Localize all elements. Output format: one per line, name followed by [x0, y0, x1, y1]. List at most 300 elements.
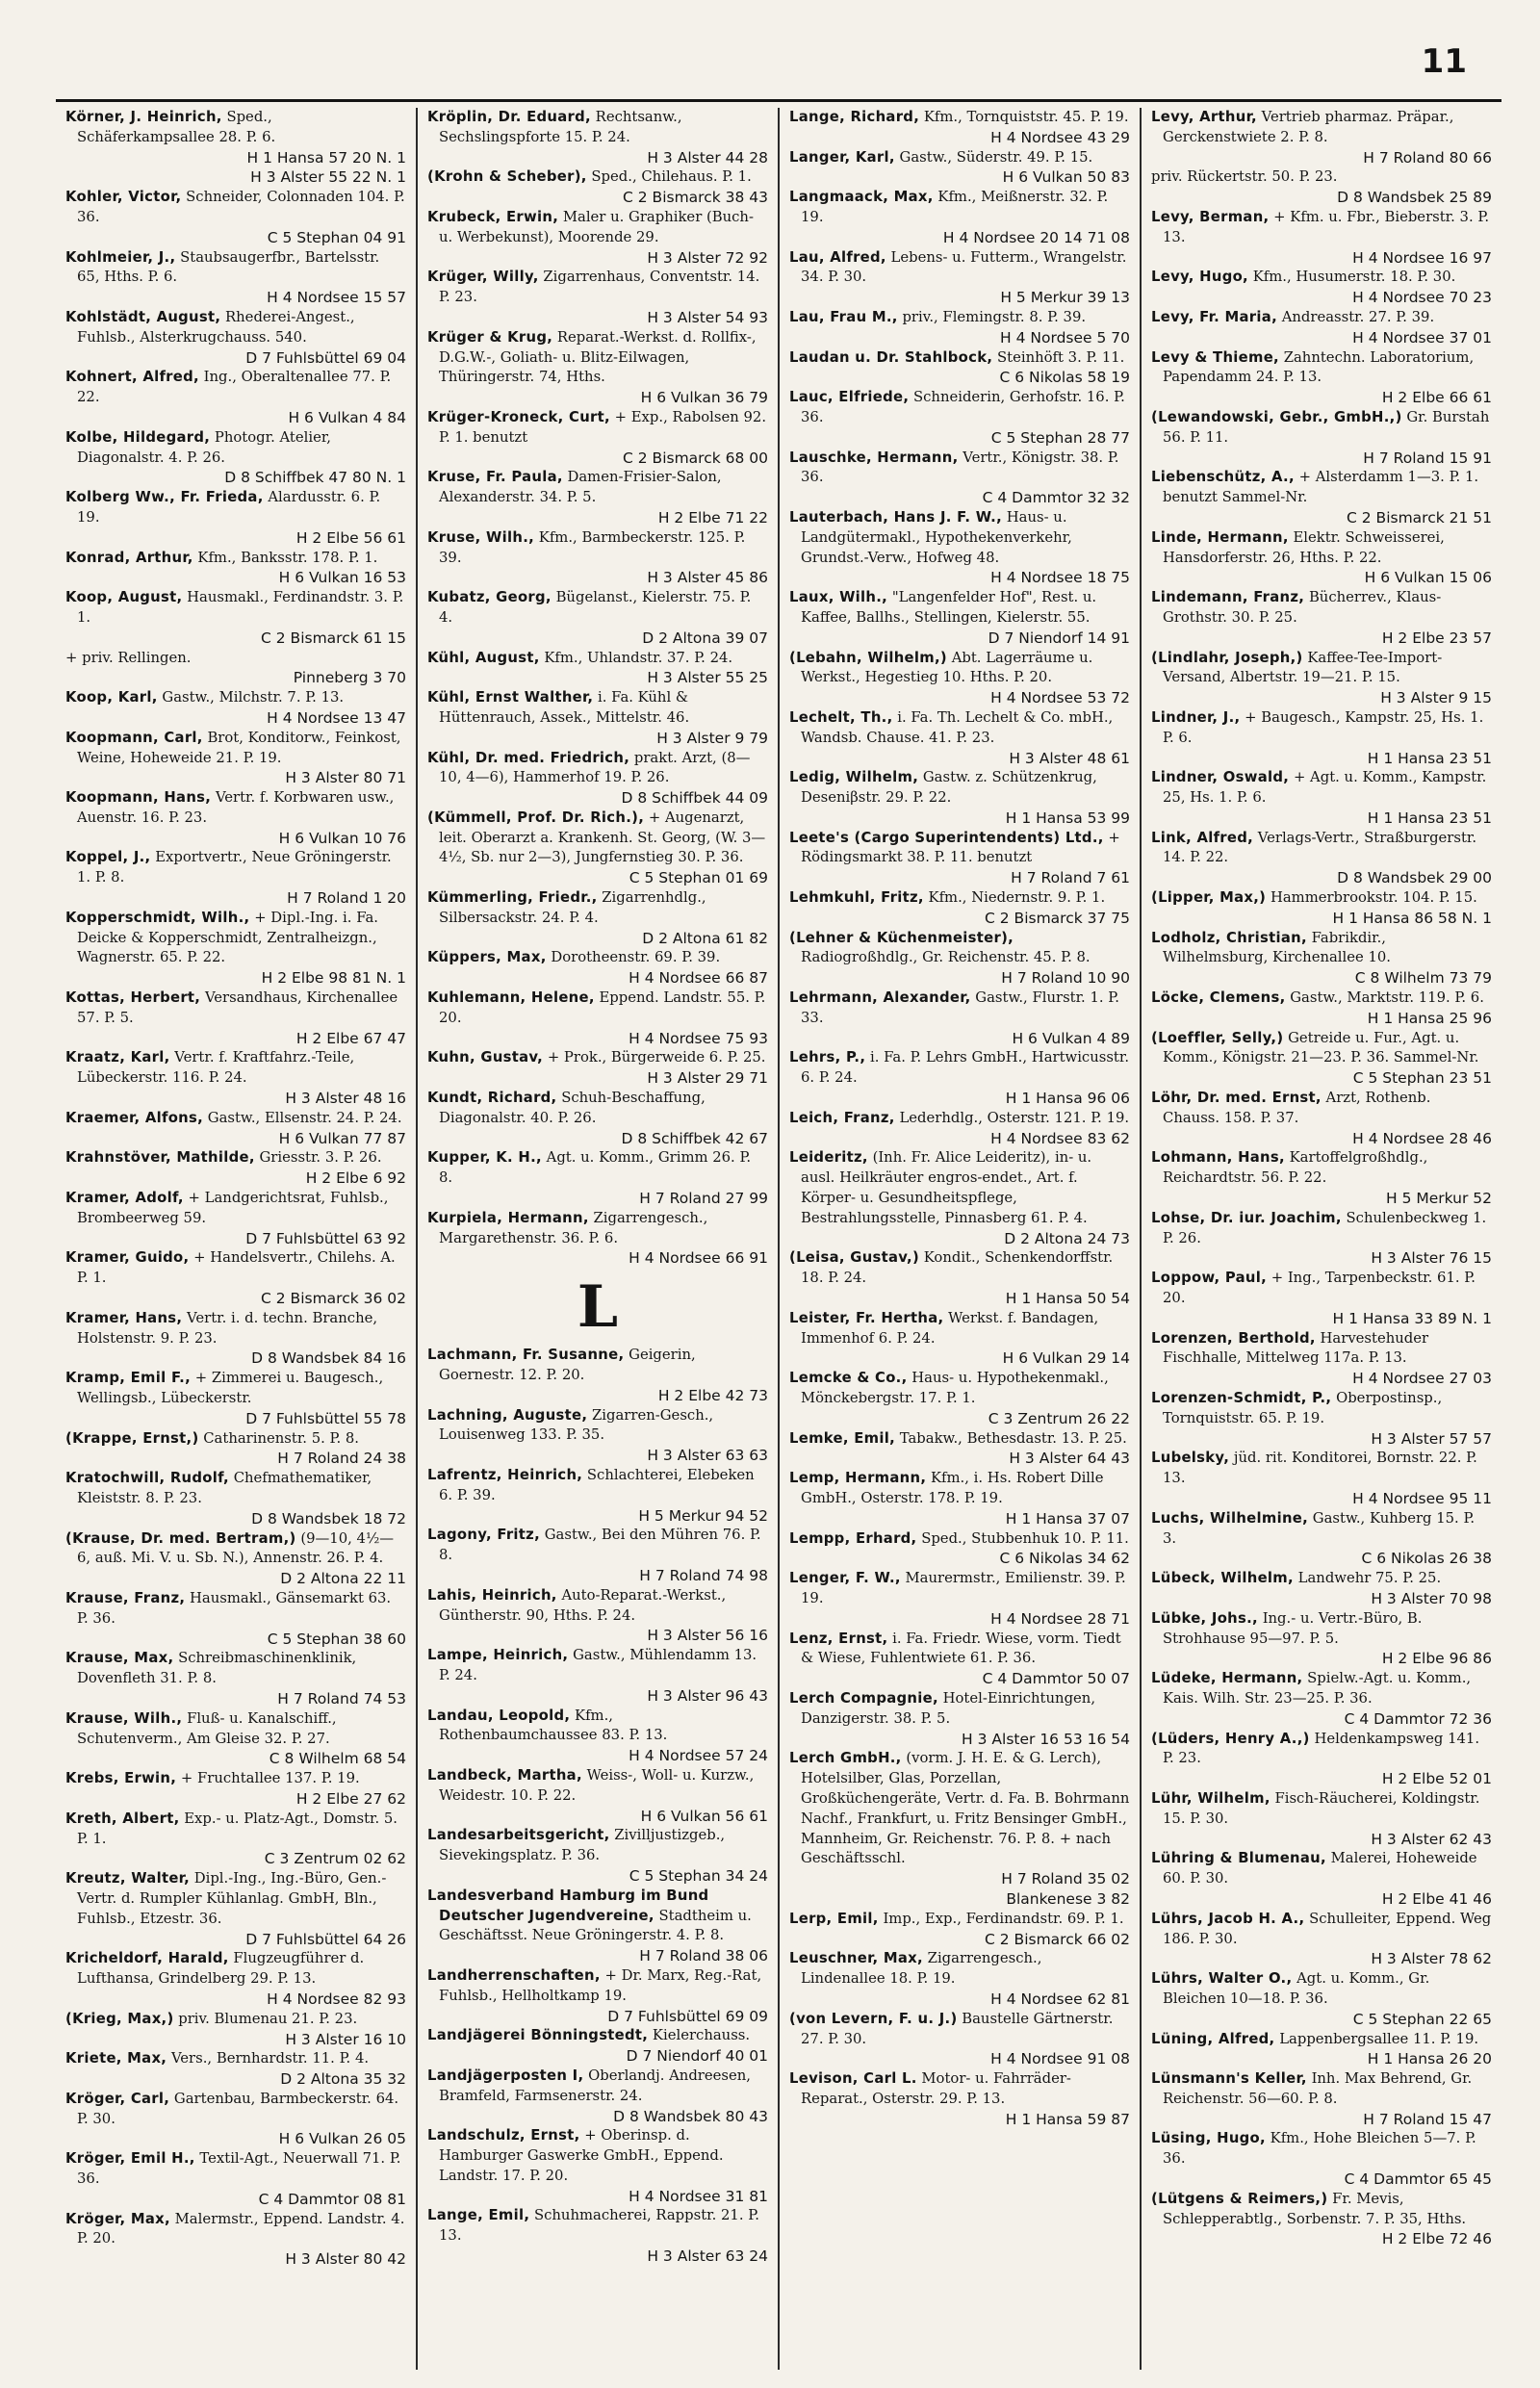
entry-phone: H 3 Alster 9 15: [1380, 689, 1492, 707]
entry-name: Levy & Thieme,: [1151, 348, 1279, 366]
entry-name: Lenger, F. W.,: [789, 1570, 901, 1587]
entry-name: Lagony, Fritz,: [427, 1527, 541, 1544]
entry-details: Dorotheenstr. 69. P. 39.: [551, 949, 721, 966]
entry-phone: C 4 Dammtor 50 07: [982, 1670, 1130, 1688]
entry-name: Luchs, Wilhelmine,: [1151, 1509, 1309, 1527]
entry-details: Eppend. Landstr. 55. P. 20.: [439, 989, 766, 1026]
entry-name: (Kümmell, Prof. Dr. Rich.),: [427, 809, 645, 826]
entry-phone: H 5 Merkur 52: [1386, 1190, 1492, 1208]
directory-entry: [1151, 1669, 1492, 1729]
directory-entry: [427, 1089, 768, 1148]
entry-details: + Alsterdamm 1—3. P. 1. benutzt Sammel-Nr.: [1163, 469, 1479, 506]
entry-phone: H 1 Hansa 37 07: [1005, 1509, 1130, 1528]
directory-column: [778, 108, 1140, 2370]
directory-entry: [1151, 1029, 1492, 1089]
entry-phone: H 4 Nordsee 16 97: [1352, 248, 1492, 267]
directory-entry: [1151, 1849, 1492, 1909]
entry-details: Imp., Exp., Ferdinandstr. 69. P. 1.: [883, 1910, 1124, 1927]
entry-phone: D 8 Wandsbek 80 43: [613, 2107, 768, 2125]
directory-entry: [1151, 1969, 1492, 2029]
entry-details: Zigarrengesch., Margarethenstr. 36. P. 6.: [439, 1209, 708, 1246]
directory-entry: [427, 1466, 768, 1526]
entry-phone: H 4 Nordsee 66 87: [629, 969, 768, 988]
entry-details: + Kfm. u. Fbr., Bieberstr. 3. P. 13.: [1163, 208, 1490, 245]
entry-phone: C 2 Bismarck 37 75: [985, 909, 1130, 927]
directory-entry: [1151, 208, 1492, 268]
entry-phone: H 1 Hansa 59 87: [1005, 2110, 1130, 2128]
directory-entry: [427, 167, 768, 208]
entry-phone: H 7 Roland 74 53: [277, 1689, 406, 1708]
entry-details: Gr. Burstah 56. P. 11.: [1163, 408, 1490, 446]
directory-entry: [65, 588, 406, 648]
entry-phone: H 3 Alster 55 22 N. 1: [250, 168, 406, 187]
entry-details: Verlags-Vertr., Straßburgerstr. 14. P. 22.: [1163, 829, 1477, 866]
entry-details: Zigarrenhdlg., Silbersackstr. 24. P. 4.: [439, 889, 706, 926]
directory-entry: [789, 888, 1130, 929]
directory-entry: [427, 2206, 768, 2266]
entry-name: Leister, Fr. Hertha,: [789, 1309, 944, 1326]
entry-phone: H 7 Roland 10 90: [1001, 969, 1130, 988]
directory-entry: [1151, 1609, 1492, 1669]
entry-details: Kfm., Meißnerstr. 32. P. 19.: [801, 189, 1109, 225]
entry-details: Zigarrengesch., Lindenallee 18. P. 19.: [801, 1950, 1042, 1988]
entry-name: Kreutz, Walter,: [65, 1870, 190, 1887]
entry-name: Küppers, Max,: [427, 949, 547, 966]
entry-phone: C 3 Zentrum 26 22: [988, 1409, 1130, 1427]
entry-phone: C 6 Nikolas 34 62: [999, 1550, 1130, 1568]
entry-details: Agt. u. Komm., Gr. Bleichen 10—18. P. 36.: [1163, 1970, 1430, 2007]
entry-name: Lemp, Hermann,: [789, 1470, 927, 1487]
entry-phone: H 7 Roland 7 61: [1011, 869, 1130, 887]
entry-details: Photogr. Atelier, Diagonalstr. 4. P. 26.: [77, 428, 331, 466]
entry-phone: H 2 Elbe 52 01: [1381, 1770, 1492, 1788]
entry-details: Fisch-Räucherei, Koldingstr. 15. P. 30.: [1163, 1789, 1480, 1827]
directory-entry: [1151, 1148, 1492, 1208]
entry-details: Tabakw., Bethesdastr. 13. P. 25.: [899, 1429, 1127, 1447]
entry-phone: H 4 Nordsee 37 01: [1352, 328, 1492, 347]
directory-entry: [65, 188, 406, 247]
entry-details: Hausmakl., Gänsemarkt 63. P. 36.: [77, 1589, 392, 1627]
entry-phone: H 3 Alster 57 57: [1371, 1429, 1492, 1448]
entry-details: + Oberinsp. d. Hamburger Gaswerke GmbH., Eppend. Landstr. 17. P. 20.: [439, 2127, 724, 2184]
entry-details: Abt. Lagerräume u. Werkst., Hegestieg 10. Hths. P. 20.: [801, 649, 1093, 686]
entry-phone: D 7 Fuhlsbüttel 69 04: [245, 348, 406, 367]
entry-details: Schulleiter, Eppend. Weg 186. P. 30.: [1163, 1910, 1492, 1947]
directory-columns: [56, 108, 1502, 2370]
entry-phone: H 6 Vulkan 16 53: [278, 569, 406, 587]
directory-entry: [789, 1109, 1130, 1149]
entry-name: Lau, Alfred,: [789, 248, 886, 266]
entry-details: Heldenkampsweg 141. P. 23.: [1163, 1730, 1480, 1767]
entry-phone: H 6 Vulkan 56 61: [640, 1807, 768, 1825]
entry-phone: H 7 Roland 1 20: [287, 889, 406, 908]
directory-entry: [65, 1369, 406, 1428]
entry-name: Krahnstöver, Mathilde,: [65, 1149, 255, 1167]
directory-entry: [789, 1148, 1130, 1248]
entry-phone: H 1 Hansa 86 58 N. 1: [1332, 909, 1492, 927]
entry-phone: C 5 Stephan 01 69: [629, 869, 768, 887]
entry-details: Exp.- u. Platz-Agt., Domstr. 5. P. 1.: [77, 1810, 398, 1847]
entry-name: Koppel, J.,: [65, 849, 151, 866]
entry-phone: H 2 Elbe 6 92: [305, 1169, 406, 1188]
entry-phone: H 3 Alster 63 63: [647, 1447, 768, 1465]
entry-details: prakt. Arzt, (8—10, 4—6), Hammerhof 19. P. 26.: [439, 749, 751, 786]
directory-entry: [789, 188, 1130, 247]
directory-entry: [1151, 768, 1492, 828]
entry-phone: H 4 Nordsee 66 91: [629, 1249, 768, 1268]
directory-entry: [789, 1630, 1130, 1689]
entry-name: Lehrmann, Alexander,: [789, 989, 971, 1007]
directory-entry: [427, 208, 768, 268]
entry-phone: H 4 Nordsee 95 11: [1352, 1489, 1492, 1507]
entry-name: Levy, Arthur,: [1151, 109, 1257, 125]
entry-details: Zahntechn. Laboratorium, Papendamm 24. P. 13.: [1163, 348, 1475, 386]
entry-name: Kühl, Dr. med. Friedrich,: [427, 749, 630, 766]
entry-details: Oberpostinsp., Tornquiststr. 65. P. 19.: [1163, 1390, 1443, 1426]
entry-phone: H 3 Alster 48 61: [1009, 749, 1130, 767]
entry-phone: H 3 Alster 76 15: [1371, 1249, 1492, 1268]
entry-details: (Inh. Fr. Alice Leideritz), in- u. ausl. Heilkräuter engros-endet., Art. f. Körper- u. Gesundheitspflege, Bestrahlungsstelle, Pinnasberg 61. P. 4.: [801, 1149, 1092, 1226]
directory-entry: [65, 248, 406, 308]
entry-name: Lehrs, P.,: [789, 1049, 866, 1066]
entry-phone: C 3 Zentrum 02 62: [264, 1850, 406, 1868]
entry-phone: H 6 Vulkan 36 79: [640, 389, 768, 407]
entry-name: Lechelt, Th.,: [789, 708, 893, 726]
entry-phone: H 1 Hansa 23 51: [1367, 809, 1492, 827]
directory-entry: [427, 1586, 768, 1646]
entry-phone: H 1 Hansa 96 06: [1005, 1090, 1130, 1108]
directory-entry: [65, 1248, 406, 1308]
entry-phone: H 3 Alster 45 86: [647, 569, 768, 587]
entry-name: Kupper, K. H.,: [427, 1149, 542, 1167]
entry-details: Stadtheim u. Geschäftsst. Neue Gröningerstr. 4. P. 8.: [439, 1907, 752, 1944]
entry-name: Kramp, Emil F.,: [65, 1370, 192, 1387]
entry-details: Malermstr., Eppend. Landstr. 4. P. 20.: [77, 2210, 405, 2247]
entry-phone: H 6 Vulkan 77 87: [278, 1129, 406, 1147]
entry-name: Kottas, Herbert,: [65, 989, 201, 1007]
entry-phone: H 4 Nordsee 91 08: [990, 2050, 1130, 2068]
entry-name: Lemcke & Co.,: [789, 1370, 908, 1387]
entry-name: Landesverband Hamburg im Bund Deutscher Jugendvereine,: [427, 1887, 709, 1924]
entry-details: Vertr. i. d. techn. Branche, Holstenstr. 9. P. 23.: [77, 1309, 378, 1347]
entry-phone: H 3 Alster 80 71: [285, 769, 406, 787]
entry-name: (Lebahn, Wilhelm,): [789, 649, 947, 666]
directory-entry: [789, 708, 1130, 768]
directory-entry: [427, 1966, 768, 2026]
entry-name: Lindemann, Franz,: [1151, 589, 1305, 606]
entry-name: Kümmerling, Friedr.,: [427, 889, 598, 907]
directory-entry: [1151, 1569, 1492, 1609]
entry-details: Fabrikdir., Wilhelmsburg, Kirchenallee 10.: [1163, 929, 1392, 966]
entry-phone: H 1 Hansa 26 20: [1367, 2050, 1492, 2068]
entry-name: Koopmann, Hans,: [65, 789, 212, 807]
directory-entry: [1151, 1089, 1492, 1148]
directory-entry: [789, 1949, 1130, 2009]
directory-entry: [789, 1369, 1130, 1428]
entry-name: Levy, Hugo,: [1151, 269, 1248, 286]
entry-phone: C 5 Stephan 22 65: [1352, 2010, 1492, 2028]
entry-details: Schneiderin, Gerhofstr. 16. P. 36.: [801, 389, 1125, 425]
entry-phone: C 6 Nikolas 58 19: [999, 369, 1130, 387]
entry-name: Kühl, August,: [427, 649, 540, 666]
entry-phone: H 1 Hansa 57 20 N. 1: [246, 148, 406, 167]
entry-details: priv. Rückertstr. 50. P. 23.: [1151, 168, 1338, 186]
entry-details: Oberlandj. Andreesen, Bramfeld, Farmsenerstr. 24.: [439, 2067, 751, 2104]
entry-phone: H 6 Vulkan 4 89: [1012, 1029, 1130, 1047]
entry-details: priv., Flemingstr. 8. P. 39.: [902, 308, 1087, 325]
entry-phone: D 8 Schiffbek 42 67: [621, 1129, 768, 1147]
directory-column: [416, 108, 778, 2370]
directory-entry: [65, 788, 406, 848]
entry-details: + Landgerichtsrat, Fuhlsb., Brombeerweg 59.: [77, 1190, 389, 1226]
entry-phone: C 5 Stephan 34 24: [629, 1866, 768, 1885]
entry-phone: H 3 Alster 54 93: [647, 308, 768, 326]
directory-entry: [789, 508, 1130, 588]
entry-phone: H 3 Alster 78 62: [1371, 1950, 1492, 1968]
entry-details: Textil-Agt., Neuerwall 71. P. 36.: [77, 2150, 401, 2188]
entry-details: Spielw.-Agt. u. Komm., Kais. Wilh. Str. 23—25. P. 36.: [1163, 1670, 1472, 1707]
entry-name: Lerch GmbH.,: [789, 1750, 902, 1767]
entry-details: Brot, Konditorw., Feinkost, Weine, Hoheweide 21. P. 19.: [77, 729, 401, 766]
entry-details: Rhederei-Angest., Fuhlsb., Alsterkrugchauss. 540.: [77, 308, 355, 346]
directory-entry: [65, 2210, 406, 2270]
entry-phone: D 7 Niendorf 40 01: [626, 2047, 768, 2066]
entry-details: Vertrieb pharmaz. Präpar., Gerckenstwiete 2. P. 8.: [1163, 109, 1454, 145]
entry-details: Steinhöft 3. P. 11.: [997, 348, 1125, 366]
entry-phone: H 3 Alster 64 43: [1009, 1450, 1130, 1468]
directory-entry: [65, 1949, 406, 2009]
directory-entry: [65, 2049, 406, 2090]
entry-name: Laudan u. Dr. Stahlbock,: [789, 348, 993, 366]
entry-name: Landesarbeitsgericht,: [427, 1827, 610, 1844]
directory-entry: [1151, 649, 1492, 708]
entry-details: Kielerchauss.: [652, 2027, 751, 2044]
entry-details: Gastw., Marktstr. 119. P. 6.: [1290, 989, 1484, 1007]
entry-phone: D 7 Niendorf 14 91: [988, 629, 1130, 647]
entry-details: Gastw., Kuhberg 15. P. 3.: [1163, 1509, 1476, 1547]
directory-entry: [427, 1406, 768, 1466]
entry-name: Kreth, Albert,: [65, 1810, 180, 1827]
entry-phone: C 2 Bismarck 21 51: [1347, 508, 1492, 526]
entry-phone: Pinneberg 3 70: [293, 669, 406, 687]
entry-details: Radiogroßhdlg., Gr. Reichenstr. 45. P. 8.: [801, 949, 1091, 966]
entry-name: Lohse, Dr. iur. Joachim,: [1151, 1209, 1342, 1226]
entry-details: Haus- u. Hypothekenmakl., Mönckebergstr. 17. P. 1.: [801, 1370, 1109, 1406]
directory-entry: [427, 1048, 768, 1089]
entry-name: Lübeck, Wilhelm,: [1151, 1570, 1294, 1587]
entry-phone: D 2 Altona 61 82: [642, 929, 768, 947]
entry-name: (Krappe, Ernst,): [65, 1429, 199, 1447]
entry-phone: H 1 Hansa 50 54: [1005, 1290, 1130, 1308]
directory-entry: [65, 1109, 406, 1149]
directory-entry: [1151, 829, 1492, 888]
section-letter: L: [577, 1273, 619, 1342]
directory-entry: [65, 1649, 406, 1708]
entry-details: Hausmakl., Ferdinandstr. 3. P. 1.: [77, 589, 404, 626]
directory-entry: [1151, 408, 1492, 468]
entry-phone: D 2 Altona 24 73: [1004, 1229, 1130, 1247]
directory-entry: [789, 308, 1130, 348]
entry-details: Landwehr 75. P. 25.: [1297, 1570, 1442, 1587]
directory-entry: [65, 1529, 406, 1589]
entry-name: (Lipper, Max,): [1151, 889, 1267, 907]
entry-phone: H 4 Nordsee 83 62: [990, 1129, 1130, 1147]
entry-phone: H 3 Alster 62 43: [1371, 1830, 1492, 1848]
directory-entry: [65, 1769, 406, 1810]
entry-name: Lau, Frau M.,: [789, 308, 898, 325]
entry-name: Kopperschmidt, Wilh.,: [65, 909, 250, 926]
entry-details: Schuh-Beschaffung, Diagonalstr. 40. P. 26.: [439, 1090, 706, 1126]
directory-entry: [789, 1529, 1130, 1570]
directory-entry: [1151, 308, 1492, 348]
entry-details: Vers., Bernhardstr. 11. P. 4.: [170, 2050, 370, 2067]
entry-phone: D 7 Fuhlsbüttel 64 26: [245, 1930, 406, 1948]
entry-phone: D 7 Fuhlsbüttel 69 09: [607, 2007, 768, 2025]
entry-details: Kartoffelgroßhdlg., Reichardtstr. 56. P. 22.: [1163, 1149, 1428, 1187]
entry-name: Lenz, Ernst,: [789, 1630, 888, 1647]
entry-details: + Zimmerei u. Baugesch., Wellingsb., Lübeckerstr.: [77, 1370, 384, 1406]
directory-entry: [1151, 268, 1492, 308]
entry-name: Lohmann, Hans,: [1151, 1149, 1285, 1167]
directory-entry: [65, 1589, 406, 1649]
entry-details: Gartenbau, Barmbeckerstr. 64. P. 30.: [77, 2090, 399, 2127]
entry-name: Krubeck, Erwin,: [427, 208, 559, 225]
entry-name: Kramer, Guido,: [65, 1249, 190, 1267]
entry-name: Lodholz, Christian,: [1151, 929, 1307, 946]
entry-phone: C 2 Bismarck 66 02: [985, 1930, 1130, 1948]
entry-details: Staubsaugerfbr., Bartelsstr. 65, Hths. P. 6.: [77, 248, 380, 286]
entry-phone: C 2 Bismarck 38 43: [623, 189, 768, 207]
entry-details: Weiss-, Woll- u. Kurzw., Weidestr. 10. P. 22.: [439, 1766, 755, 1804]
directory-entry: [427, 1707, 768, 1766]
entry-name: (Krohn & Scheber),: [427, 168, 587, 186]
entry-phone: H 2 Elbe 66 61: [1381, 389, 1492, 407]
entry-name: Lüning, Alfred,: [1151, 2030, 1275, 2047]
directory-entry: [65, 428, 406, 488]
entry-details: Gastw., Bei den Mühren 76. P. 8.: [439, 1527, 761, 1564]
entry-details: Ing., Oberaltenallee 77. P. 22.: [77, 369, 392, 406]
directory-entry: [789, 649, 1130, 708]
entry-phone: H 3 Alster 29 71: [647, 1069, 768, 1088]
entry-phone: H 2 Elbe 56 61: [295, 528, 406, 547]
directory-entry: [65, 549, 406, 589]
entry-phone: D 7 Fuhlsbüttel 55 78: [245, 1409, 406, 1427]
entry-name: Kratochwill, Rudolf,: [65, 1470, 229, 1487]
entry-details: Maurermstr., Emilienstr. 39. P. 19.: [801, 1570, 1126, 1606]
entry-details: Gastw., Flurstr. 1. P. 33.: [801, 989, 1119, 1026]
entry-details: Haus- u. Landgütermakl., Hypothekenverkehr, Grundst.-Verw., Hofweg 48.: [801, 508, 1072, 566]
entry-name: Kohler, Victor,: [65, 189, 182, 206]
entry-phone: H 3 Alster 44 28: [647, 148, 768, 167]
entry-details: Exportvertr., Neue Gröningerstr. 1. P. 8.: [77, 849, 392, 886]
entry-phone: H 3 Alster 63 24: [647, 2247, 768, 2266]
entry-details: Gastw., Milchstr. 7. P. 13.: [162, 689, 345, 706]
entry-name: Lindner, Oswald,: [1151, 769, 1290, 786]
entry-details: Auto-Reparat.-Werkst., Güntherstr. 90, Hths. P. 24.: [439, 1586, 727, 1624]
entry-details: Griesstr. 3. P. 26.: [259, 1149, 382, 1167]
entry-phone: C 5 Stephan 38 60: [267, 1630, 406, 1648]
directory-entry: [65, 1709, 406, 1769]
entry-name: Linde, Hermann,: [1151, 528, 1289, 546]
entry-name: Kröger, Carl,: [65, 2090, 170, 2107]
directory-entry: [427, 2126, 768, 2206]
entry-details: Hammerbrookstr. 104. P. 15.: [1270, 889, 1477, 907]
entry-name: Krüger, Willy,: [427, 269, 539, 286]
entry-phone: H 4 Nordsee 20 14 71 08: [942, 228, 1130, 246]
entry-phone: H 7 Roland 74 98: [639, 1566, 768, 1584]
entry-details: Inh. Max Behrend, Gr. Reichenstr. 56—60. P. 8.: [1163, 2070, 1473, 2107]
directory-entry: [789, 829, 1130, 888]
entry-phone: D 2 Altona 22 11: [280, 1570, 406, 1588]
directory-entry: [65, 108, 406, 188]
entry-phone: H 3 Alster 70 98: [1371, 1589, 1492, 1607]
entry-name: Lange, Richard,: [789, 109, 920, 125]
directory-entry: [427, 1346, 768, 1405]
entry-name: Kröplin, Dr. Eduard,: [427, 109, 591, 125]
entry-name: Lubelsky,: [1151, 1450, 1230, 1467]
directory-entry: [427, 1526, 768, 1585]
entry-name: Kundt, Richard,: [427, 1090, 557, 1107]
entry-phone: D 2 Altona 35 32: [280, 2070, 406, 2089]
directory-entry: [1151, 1509, 1492, 1569]
entry-phone: Blankenese 3 82: [1006, 1889, 1130, 1908]
directory-entry: [789, 2010, 1130, 2069]
entry-phone: H 4 Nordsee 15 57: [267, 289, 406, 307]
entry-details: Zivilljustizgeb., Sievekingsplatz. P. 36.: [439, 1827, 726, 1864]
entry-phone: D 8 Wandsbek 84 16: [251, 1349, 406, 1368]
entry-name: Krause, Max,: [65, 1650, 174, 1667]
entry-details: + Prok., Bürgerweide 6. P. 25.: [547, 1049, 766, 1066]
entry-name: Lüsing, Hugo,: [1151, 2130, 1266, 2147]
entry-name: Lampe, Heinrich,: [427, 1647, 569, 1664]
entry-details: + Exp., Rabolsen 92. P. 1. benutzt: [439, 408, 767, 446]
entry-phone: H 1 Hansa 25 96: [1367, 1009, 1492, 1027]
directory-entry: [1151, 1329, 1492, 1389]
directory-entry: [65, 1869, 406, 1949]
entry-name: (Lüders, Henry A.,): [1151, 1730, 1310, 1747]
entry-name: Lorenzen-Schmidt, P.,: [1151, 1390, 1332, 1406]
entry-name: (von Levern, F. u. J.): [789, 2010, 958, 2027]
entry-details: Schuhmacherei, Rappstr. 21. P. 13.: [439, 2207, 759, 2245]
directory-entry: [427, 749, 768, 809]
entry-phone: H 4 Nordsee 31 81: [629, 2187, 768, 2205]
entry-details: Getreide u. Fur., Agt. u. Komm., Königstr. 21—23. P. 36. Sammel-Nr.: [1163, 1029, 1479, 1066]
entry-details: Zigarren-Gesch., Louisenweg 133. P. 35.: [439, 1406, 714, 1444]
entry-details: priv. Blumenau 21. P. 23.: [178, 2010, 358, 2027]
directory-entry: [789, 108, 1130, 148]
entry-details: Schneider, Colonnaden 104. P. 36.: [77, 189, 405, 225]
entry-phone: C 5 Stephan 04 91: [267, 228, 406, 246]
directory-entry: [427, 1887, 768, 1966]
entry-details: Chefmathematiker, Kleiststr. 8. P. 23.: [77, 1470, 372, 1506]
directory-entry: [1151, 1269, 1492, 1328]
directory-entry: [65, 368, 406, 427]
entry-phone: H 2 Elbe 67 47: [295, 1029, 406, 1047]
entry-name: Kröger, Max,: [65, 2210, 170, 2227]
directory-entry: [789, 348, 1130, 389]
entry-name: Kurpiela, Hermann,: [427, 1209, 589, 1226]
entry-details: Kfm., Husumerstr. 18. P. 30.: [1252, 269, 1456, 286]
entry-phone: H 4 Nordsee 53 72: [990, 689, 1130, 707]
entry-phone: H 6 Vulkan 10 76: [278, 829, 406, 847]
entry-phone: H 4 Nordsee 18 75: [990, 569, 1130, 587]
entry-phone: H 3 Alster 55 25: [647, 669, 768, 687]
entry-name: Leich, Franz,: [789, 1109, 895, 1126]
directory-entry: [427, 989, 768, 1048]
directory-entry: [65, 2090, 406, 2149]
entry-name: Löcke, Clemens,: [1151, 989, 1286, 1007]
entry-name: Lachning, Auguste,: [427, 1406, 588, 1424]
